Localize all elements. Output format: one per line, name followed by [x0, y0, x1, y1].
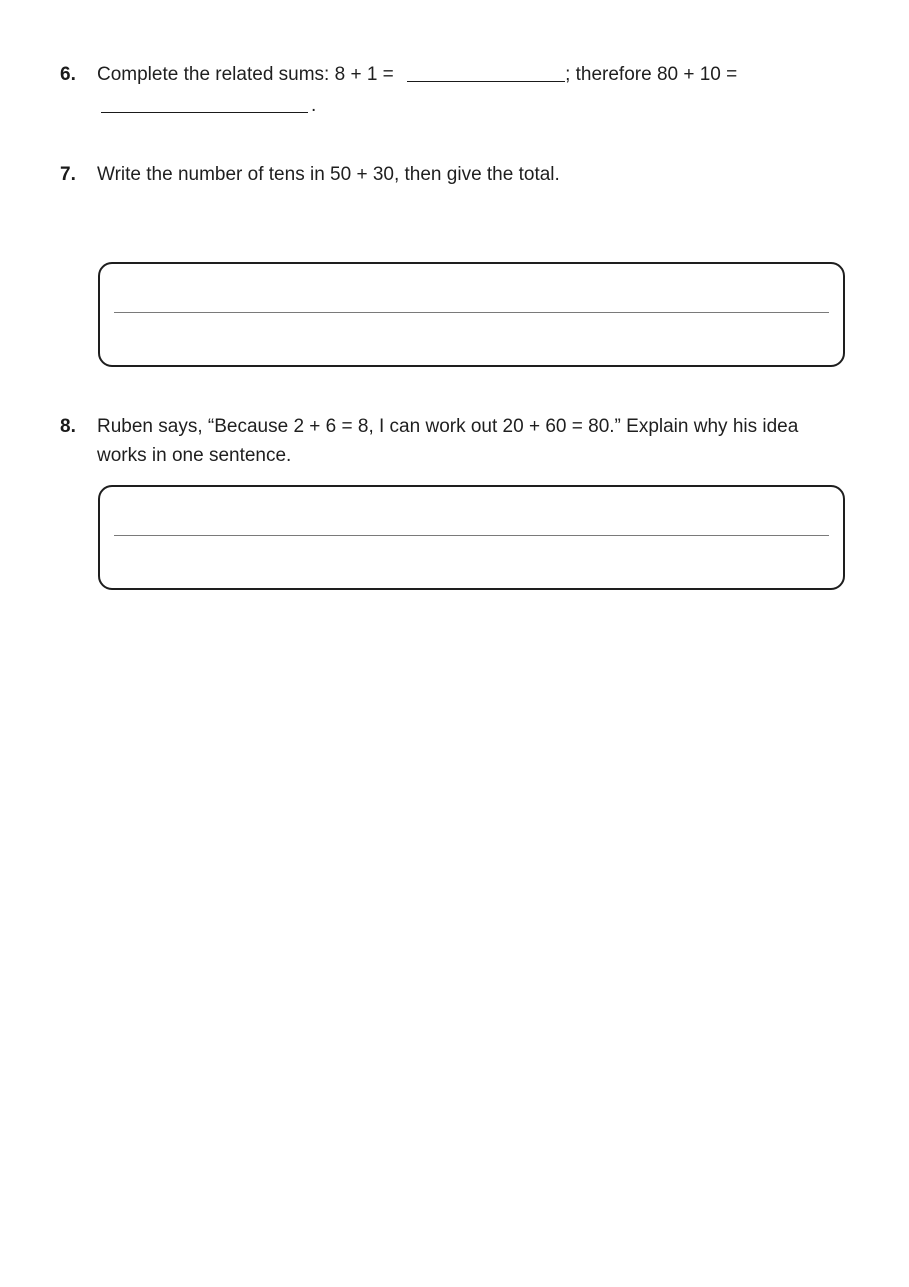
answer-box-7[interactable]: [98, 262, 845, 367]
answer-box-8[interactable]: [98, 485, 845, 590]
question-text-line-1: Ruben says, “Because 2 + 6 = 8, I can work out 20 + 60 = 80.” Explain why his idea: [97, 416, 799, 437]
question-text: [97, 60, 857, 89]
question-text-line-2: [101, 91, 861, 120]
question-number: 8.: [60, 416, 76, 437]
answer-line: [114, 535, 829, 536]
question-prompt-part: Complete the related sums: 8 + 1 =: [97, 64, 394, 85]
question-prompt-end: .: [311, 95, 317, 116]
answer-line: [114, 312, 829, 313]
question-number: 6.: [60, 64, 76, 85]
answer-blank-2[interactable]: [101, 111, 308, 113]
question-prompt-part: ; therefore 80 + 10 =: [565, 64, 738, 85]
question-number: 7.: [60, 164, 76, 185]
question-text: Write the number of tens in 50 + 30, then give the total.: [97, 164, 560, 185]
question-text-line-2: works in one sentence.: [97, 445, 292, 466]
answer-blank-1[interactable]: [407, 80, 565, 82]
